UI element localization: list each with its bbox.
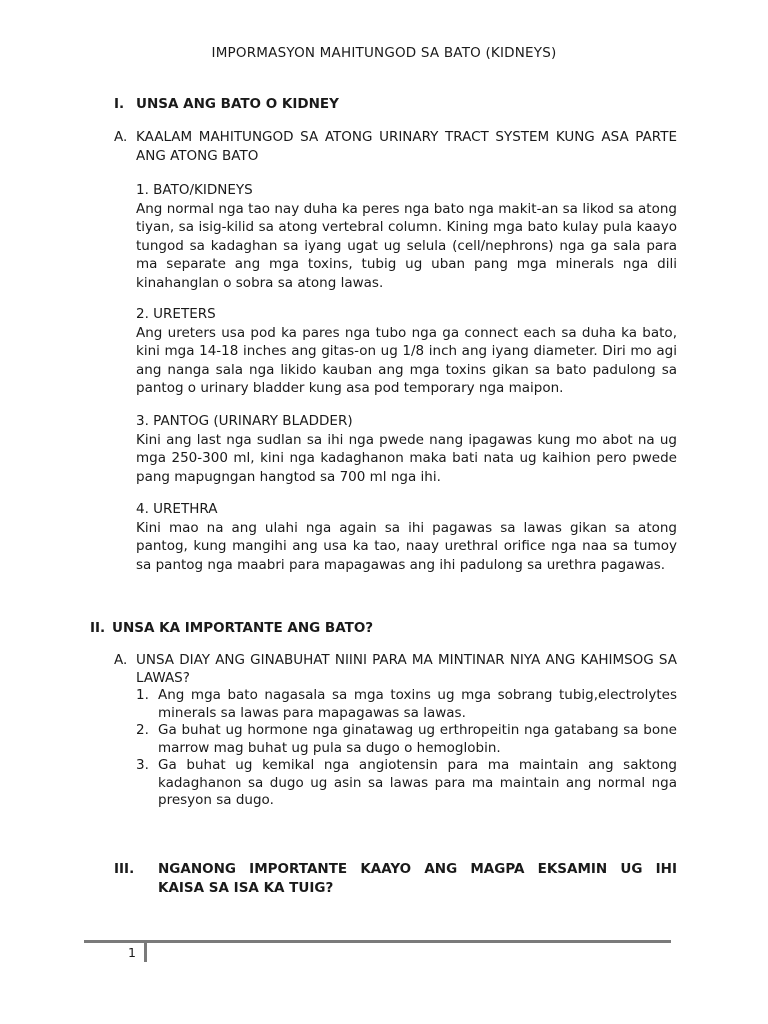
list-item-number: 1. xyxy=(136,687,149,703)
item-heading: 1. BATO/KIDNEYS xyxy=(136,182,253,198)
section-2-title: UNSA KA IMPORTANTE ANG BATO? xyxy=(112,620,374,636)
section-2-subsection-a xyxy=(114,651,677,687)
item-heading: 3. PANTOG (URINARY BLADDER) xyxy=(136,413,353,429)
list-item xyxy=(136,500,677,574)
page-number-bar xyxy=(144,943,147,962)
list-item-text: Ga buhat ug hormone nga ginatawag ug erthropeitin nga gatabang sa bone marrow mag buhat ug pula sa dugo o hemoglobin. xyxy=(158,722,677,756)
list-item xyxy=(136,722,677,757)
list-item xyxy=(136,412,677,486)
section-2-number: II. xyxy=(90,620,106,636)
item-heading: 4. URETHRA xyxy=(136,501,218,517)
section-3-heading xyxy=(114,860,677,898)
section-1-title: UNSA ANG BATO O KIDNEY xyxy=(136,96,339,112)
list-item-text: Ga buhat ug kemikal nga angiotensin para ma maintain ang saktong kadaghanon sa dugo ug asin sa lawas para ma maintain ang normal nga presyon sa dugo. xyxy=(158,757,677,808)
list-item xyxy=(136,181,677,292)
footer-divider xyxy=(84,940,671,943)
section-2-sub-text: UNSA DIAY ANG GINABUHAT NIINI PARA MA MINTINAR NIYA ANG KAHIMSOG SA LAWAS? xyxy=(136,652,677,686)
document-title: IMPORMASYON MAHITUNGOD SA BATO (KIDNEYS) xyxy=(211,45,557,61)
section-3-number: III. xyxy=(114,861,135,877)
section-2-sub-letter: A. xyxy=(114,652,128,668)
item-body: Kini ang last nga sudlan sa ihi nga pwede nang ipagawas kung mo abot na ug mga 250-300 ml, kini nga kadaghanon maka bati nata ug kaihion pero pwede pang mapugngan hangtod sa 700 ml nga ihi. xyxy=(136,431,677,485)
section-1-subsection-a xyxy=(114,128,677,166)
section-1-heading xyxy=(114,96,339,112)
list-item xyxy=(136,687,677,722)
section-1-sub-letter: A. xyxy=(114,129,128,145)
list-item-text: Ang mga bato nagasala sa mga toxins ug mga sobrang tubig,electrolytes minerals sa lawas para mapagawas sa lawas. xyxy=(158,687,677,721)
page-number: 1 xyxy=(128,945,136,960)
list-item-number: 2. xyxy=(136,722,149,738)
item-heading: 2. URETERS xyxy=(136,306,216,322)
section-2-heading xyxy=(90,620,373,636)
item-body: Kini mao na ang ulahi nga again sa ihi pagawas sa lawas gikan sa atong pantog, kung mangihi ang usa ka tao, naay urethral orifice nga naa sa tumoy sa pantog nga maabri para mapagawas ang ihi padulong sa urethra pagawas. xyxy=(136,519,677,573)
item-body: Ang ureters usa pod ka pares nga tubo nga ga connect each sa duha ka bato, kini mga 14-18 inches ang gitas-on ug 1/8 inch ang iyang diameter. Diri mo agi ang nanga sala nga likido kauban ang mga toxins gikan sa bato padulong sa pantog o urinary bladder kung asa pod temporary nga maipon. xyxy=(136,324,677,396)
section-2-list xyxy=(136,687,677,810)
section-3-title-line-2: KAISA SA ISA KA TUIG? xyxy=(158,880,334,896)
section-1-sub-text: KAALAM MAHITUNGOD SA ATONG URINARY TRACT SYSTEM KUNG ASA PARTE ANG ATONG BATO xyxy=(136,129,677,164)
section-1-number: I. xyxy=(114,96,125,112)
list-item xyxy=(136,757,677,810)
list-item xyxy=(136,305,677,398)
list-item-number: 3. xyxy=(136,757,149,773)
item-body: Ang normal nga tao nay duha ka peres nga bato nga makit-an sa likod sa atong tiyan, sa isig-kilid sa atong vertebral column. Kining mga bato kulay pula kaayo tungod sa kadaghan sa iyang ugat ug selula (cell/nephrons) nga ga sala para ma separate ang mga toxins, tubig ug uban pang mga minerals nga dili kinahanglan o sobra sa atong lawas. xyxy=(136,200,677,291)
section-3-title-line-1: NGANONG IMPORTANTE KAAYO ANG MAGPA EKSAMIN UG IHI xyxy=(158,861,677,877)
